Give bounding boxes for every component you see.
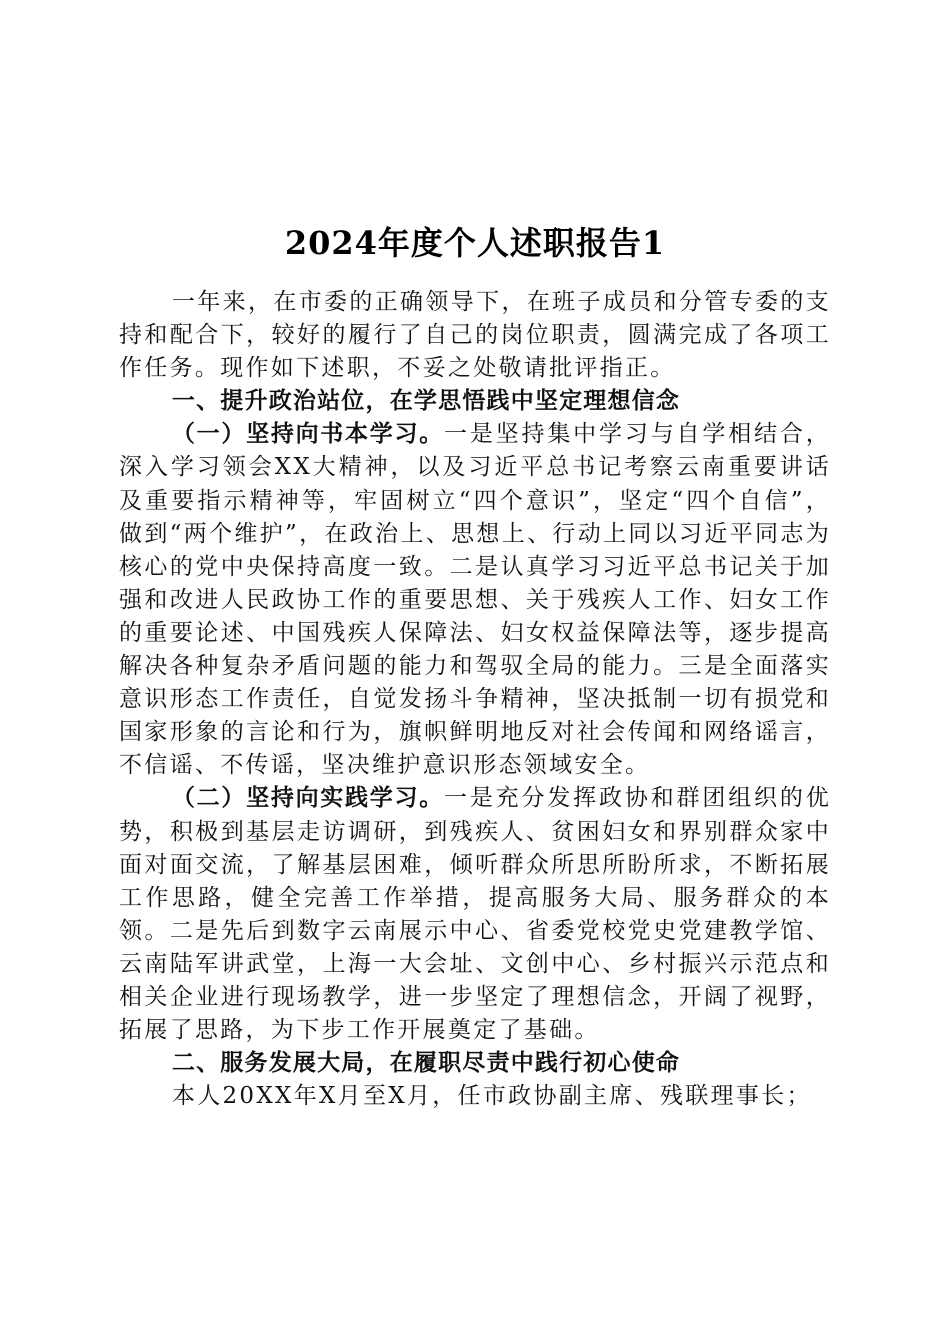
subsection-2-text: 一是充分发挥政协和群团组织的优势，积极到基层走访调研，到残疾人、贫困妇女和界别群众家中面对面交流，了解基层困难，倾听群众所思所盼所求，不断拓展工作思路，健全完善工作举措，提高服务大局、服务群众的本领。二是先后到数字云南展示中心、省委党校党史党建教学馆、云南陆军讲武堂，上海一大会址、文创中心、乡村振兴示范点和相关企业进行现场教学，进一步坚定了理想信念，开阔了视野，拓展了思路，为下步工作开展奠定了基础。 <box>119 785 832 1044</box>
subsection-1-paragraph <box>119 418 831 782</box>
subsection-2-paragraph <box>119 782 831 1047</box>
subsection-1-text: 一是坚持集中学习与自学相结合，深入学习领会XX大精神，以及习近平总书记考察云南重要讲话及重要指示精神等，牢固树立“四个意识”，坚定“四个自信”，做到“两个维护”，在政治上、思想上、行动上同以习近平同志为核心的党中央保持高度一致。二是认真学习习近平总书记关于加强和改进人民政协工作的重要思想、关于残疾人工作、妇女工作的重要论述、中国残疾人保障法、妇女权益保障法等，逐步提高解决各种复杂矛盾问题的能力和驾驭全局的能力。三是全面落实意识形态工作责任，自觉发扬斗争精神，坚决抵制一切有损党和国家形象的言论和行为，旗帜鲜明地反对社会传闻和网络谣言，不信谣、不传谣，坚决维护意识形态领域安全。 <box>119 421 832 779</box>
document-title: 2024年度个人述职报告1 <box>284 224 666 263</box>
section-heading-1: 一、提升政治站位，在学思悟践中坚定理想信念 <box>171 388 681 415</box>
closing-paragraph: 本人20XX年X月至X月，任市政协副主席、残联理事长； <box>171 1083 812 1110</box>
subsection-1-label: （一）坚持向书本学习。 <box>171 421 444 448</box>
subsection-2-label: （二）坚持向实践学习。 <box>171 785 444 812</box>
document-body <box>119 286 831 1113</box>
intro-paragraph: 一年来，在市委的正确领导下，在班子成员和分管专委的支持和配合下，较好的履行了自己的岗位职责，圆满完成了各项工作任务。现作如下述职，不妥之处敬请批评指正。 <box>119 289 831 382</box>
section-heading-2: 二、服务发展大局，在履职尽责中践行初心使命 <box>171 1050 681 1077</box>
